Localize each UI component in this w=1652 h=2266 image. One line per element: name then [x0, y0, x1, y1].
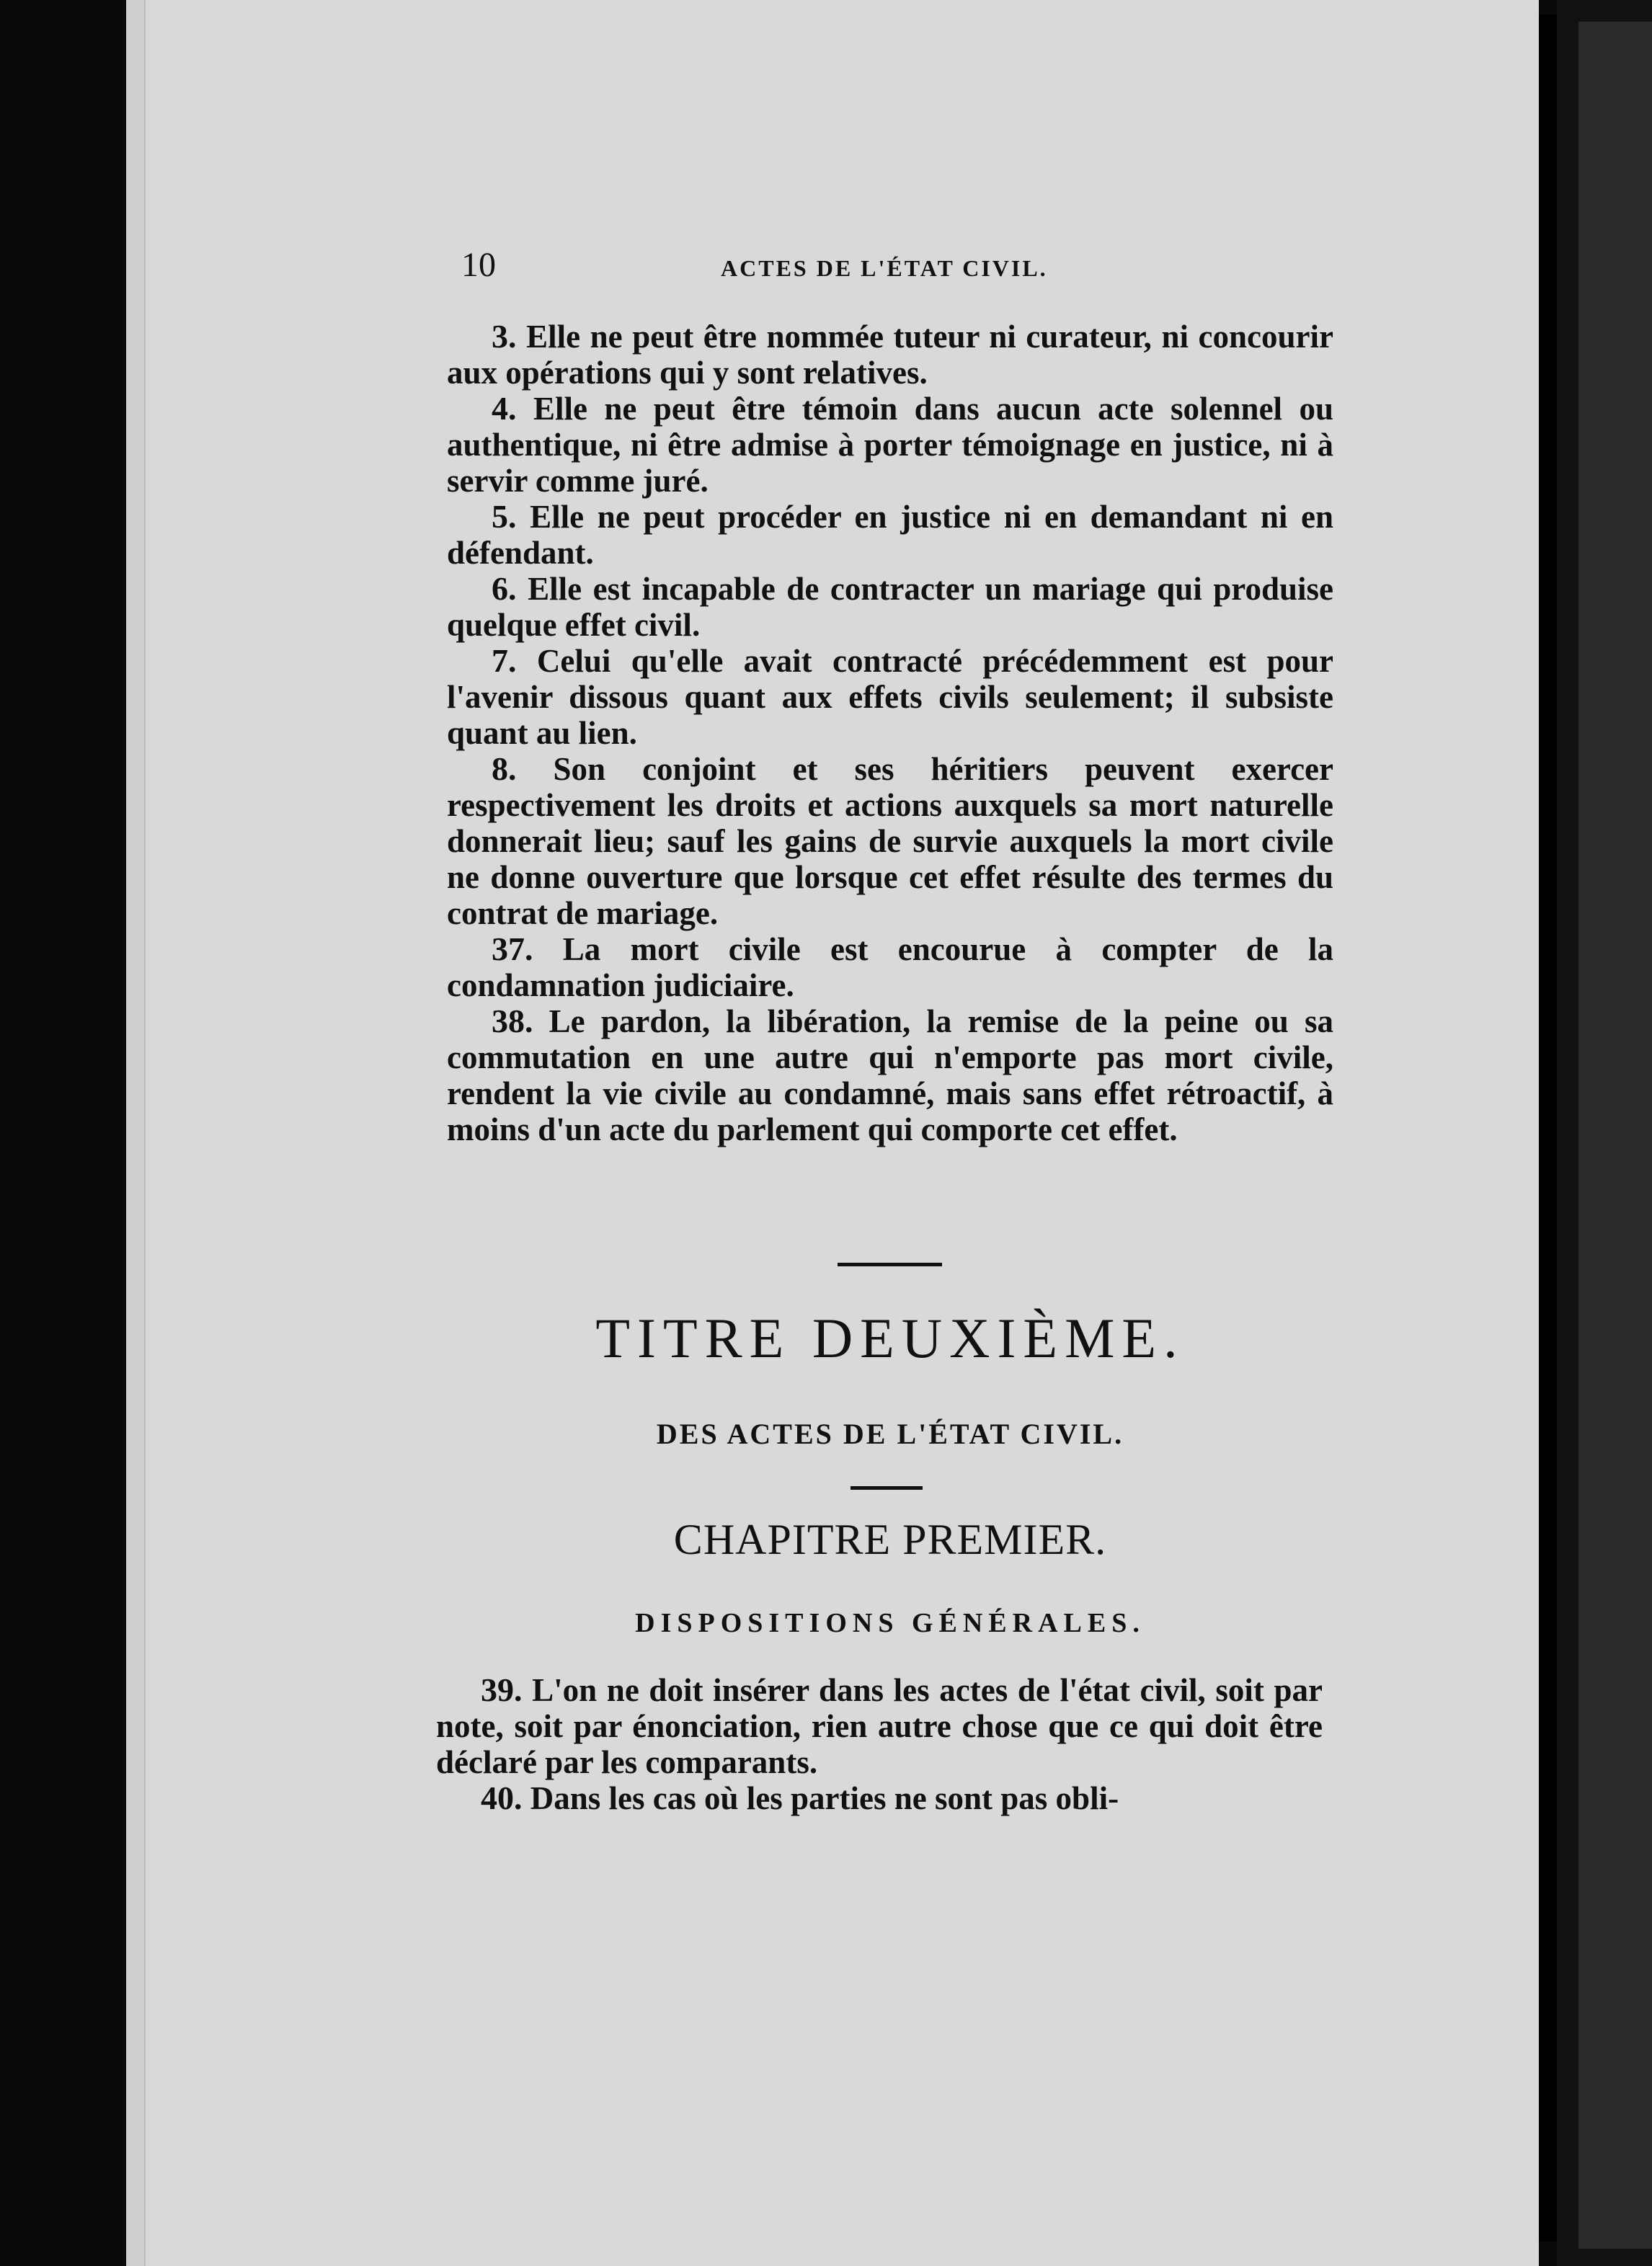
- article-number: 6.: [492, 570, 517, 607]
- paragraph: [447, 391, 1333, 499]
- paragraph: [447, 499, 1333, 571]
- page-header: [461, 245, 1333, 288]
- chapter-divider: [851, 1486, 923, 1490]
- paragraph: [447, 1003, 1333, 1147]
- section-heading: DISPOSITIONS GÉNÉRALES.: [635, 1608, 1145, 1638]
- paragraph-text: Son conjoint et ses héritiers peuvent exercer respectivement les droits et actions auxquels sa mort naturelle donnerait lieu; sauf les gains de survie auxquels la mort civile ne donne ouverture que lorsque cet effet résulte des termes du contrat de mariage.: [447, 751, 1333, 931]
- article-number: 4.: [492, 390, 517, 427]
- page-left-edge: [126, 0, 146, 2266]
- paragraph-text: Elle ne peut être témoin dans aucun acte solennel ou authentique, ni être admise à porter témoignage en justice, ni à servir comme juré.: [447, 391, 1333, 499]
- paragraph: [447, 751, 1333, 931]
- articles-top: [447, 319, 1333, 1147]
- paragraph-text: Dans les cas où les parties ne sont pas obli-: [530, 1780, 1119, 1816]
- paragraph-text: La mort civile est encourue à compter de la condamnation judiciaire.: [447, 931, 1333, 1003]
- article-number: 39.: [481, 1671, 523, 1708]
- article-number: 8.: [492, 750, 517, 787]
- article-number: 38.: [492, 1003, 533, 1039]
- paragraph: [447, 643, 1333, 751]
- paragraph-text: L'on ne doit insérer dans les actes de l'état civil, soit par note, soit par énonciation, rien autre chose que ce qui doit être déclaré par les comparants.: [436, 1672, 1323, 1780]
- paragraph: [447, 571, 1333, 643]
- title-heading: TITRE DEUXIÈME.: [595, 1307, 1185, 1369]
- article-number: 40.: [481, 1780, 523, 1816]
- chapter-heading: CHAPITRE PREMIER.: [673, 1516, 1107, 1563]
- paragraph-text: Le pardon, la libération, la remise de la peine ou sa commutation en une autre qui n'emporte pas mort civile, rendent la vie civile au condamné, mais sans effet rétroactif, à moins d'un acte du parlement qui comporte cet effet.: [447, 1003, 1333, 1147]
- title-subheading: DES ACTES DE L'ÉTAT CIVIL.: [656, 1418, 1124, 1450]
- paragraph-text: Elle est incapable de contracter un mariage qui produise quelque effet civil.: [447, 571, 1333, 643]
- paragraph: [436, 1780, 1323, 1816]
- paragraph: [447, 319, 1333, 391]
- article-number: 7.: [492, 642, 517, 679]
- article-number: 3.: [492, 318, 517, 355]
- paragraph: [436, 1672, 1323, 1780]
- book-gutter: [1539, 14, 1557, 2241]
- running-title: ACTES DE L'ÉTAT CIVIL.: [721, 255, 1048, 281]
- paragraph: [447, 931, 1333, 1003]
- article-number: 5.: [492, 498, 517, 535]
- articles-bottom: [436, 1672, 1323, 1816]
- facing-page-edge: [1557, 0, 1652, 2266]
- paragraph-text: Elle ne peut être nommée tuteur ni curateur, ni concourir aux opérations qui y sont relatives.: [447, 319, 1333, 391]
- page-number: 10: [461, 246, 496, 284]
- article-number: 37.: [492, 930, 533, 967]
- paragraph-text: Elle ne peut procéder en justice ni en demandant ni en défendant.: [447, 499, 1334, 571]
- section-divider: [838, 1263, 942, 1266]
- paragraph-text: Celui qu'elle avait contracté précédemment est pour l'avenir dissous quant aux effets civils seulement; il subsiste quant au lien.: [447, 643, 1333, 751]
